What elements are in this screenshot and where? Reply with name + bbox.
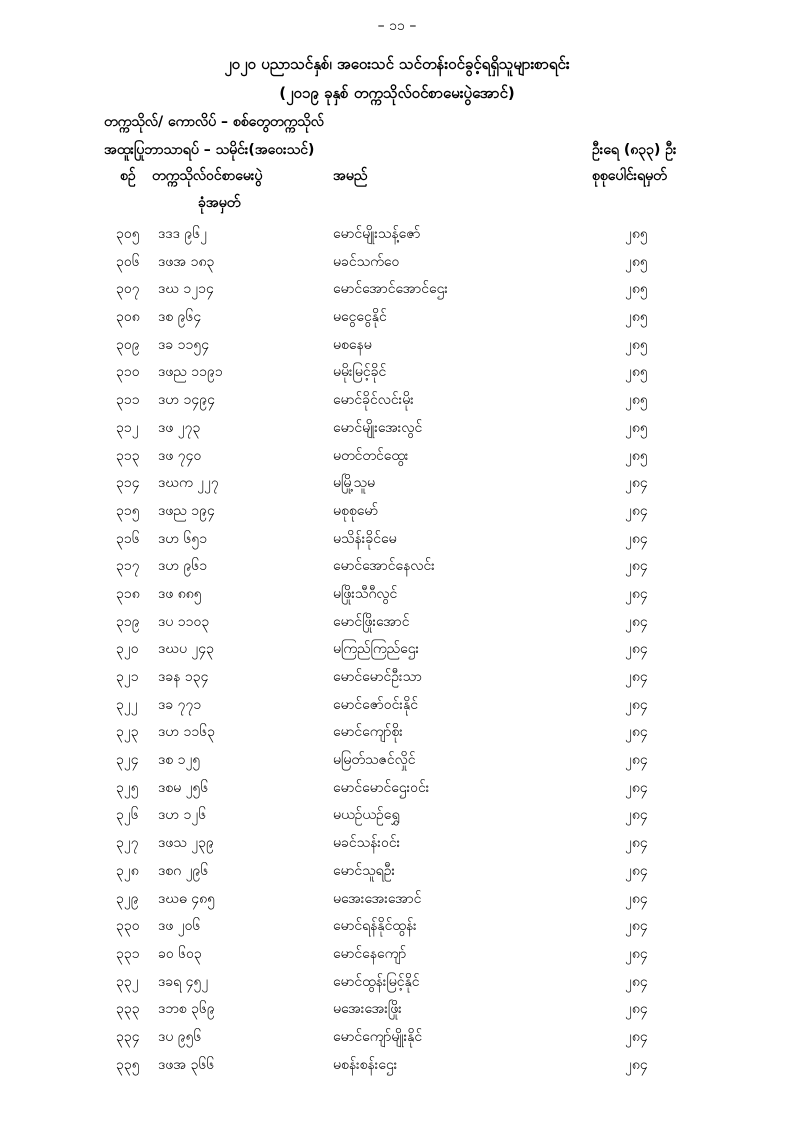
total-marks: ၂၈၄: [625, 973, 648, 990]
student-name: မတင်တင်ထွေး: [333, 447, 409, 464]
total-marks: ၂၈၅: [625, 281, 648, 298]
table-row: [0, 554, 794, 582]
student-name: မခင်သက်ဝေ: [333, 253, 400, 270]
total-marks: ၂၈၄: [625, 807, 648, 824]
table-row: [0, 277, 794, 305]
student-name: မောင်ကျော်မျိုးနိုင်: [333, 1028, 423, 1045]
student-name: မစုစုမော်: [333, 502, 379, 519]
row-number: ၃၁၀: [116, 364, 140, 381]
row-number: ၃၂၂: [116, 696, 138, 713]
table-row: [0, 637, 794, 665]
total-marks: ၂၈၄: [625, 585, 648, 602]
table-row: [0, 693, 794, 721]
student-name: မမြတ်သဇင်လှိုင်: [333, 752, 416, 769]
total-marks: ၂၈၄: [625, 945, 648, 962]
roll-number: ဒဖည ၁၉၄: [158, 502, 215, 519]
student-name: မောင်မောင်ဦးသာ: [333, 669, 422, 685]
student-name: မောင်နေကျော်: [333, 945, 407, 962]
total-marks: ၂၈၄: [625, 1028, 648, 1045]
student-name: မောင်သူရဦး: [333, 862, 396, 879]
table-row: [0, 776, 794, 804]
row-number: ၃၁၉: [116, 613, 140, 630]
total-marks: ၂၈၄: [625, 558, 648, 575]
roll-number: ဒဖ ၈၈၅: [158, 585, 202, 602]
total-marks: ၂၈၅: [625, 364, 648, 381]
roll-number: ဒဘစ ၃၆၉: [158, 1001, 215, 1018]
student-name: မောင်မောင်ဌေးဝင်း: [333, 779, 430, 796]
roll-number: ဒခ ၇၇၁: [158, 696, 202, 713]
table-row: [0, 527, 794, 555]
table-row: [0, 997, 794, 1025]
roll-number: ဒဖည ၁၁၉၁: [158, 364, 223, 381]
total-marks: ၂၈၄: [625, 752, 648, 769]
roll-number: ဒစမ ၂၅၆: [158, 779, 209, 796]
total-marks: ၂၈၄: [625, 1056, 648, 1073]
total-marks: ၂၈၄: [625, 669, 648, 685]
table-row: [0, 582, 794, 610]
roll-number: ဒခန ၁၃၄: [158, 669, 209, 685]
row-number: ၃၀၈: [116, 309, 140, 326]
row-number: ၃၂၀: [116, 641, 139, 658]
roll-number: ဒဖသ ၂၃၉: [158, 835, 214, 852]
student-name: မအေးအေးအောင်: [333, 890, 422, 907]
total-marks: ၂၈၅: [625, 447, 648, 464]
total-marks: ၂၈၄: [625, 696, 648, 713]
student-name: မောင်အောင်အောင်ဌေး: [333, 281, 448, 298]
total-marks: ၂၈၄: [625, 502, 648, 519]
roll-number: ဒခရ ၄၅၂: [158, 973, 209, 990]
column-header-name: အမည်: [333, 168, 368, 184]
column-header-roll: တက္ကသိုလ်ဝင်စာမေးပွဲ: [152, 168, 263, 184]
total-marks: ၂၈၅: [625, 392, 648, 409]
student-name: မယဉ်ယဉ်ရွှေ: [333, 807, 400, 824]
student-name: မစနေမ: [333, 336, 372, 353]
row-number: ၃၁၂: [116, 419, 139, 436]
total-marks: ၂၈၅: [625, 226, 648, 242]
row-number: ၃၃၂: [116, 973, 139, 990]
results-table: [0, 222, 794, 1080]
total-marks: ၂၈၄: [625, 918, 648, 935]
roll-number: ဒဟ ၁၄၉၄: [158, 392, 215, 409]
row-number: ၃၀၅: [116, 226, 140, 242]
student-name: မစန်းစန်းဌေး: [333, 1056, 398, 1073]
roll-number: ခဝ ၆၀၃: [158, 945, 202, 962]
total-marks: ၂၈၅: [625, 309, 648, 326]
row-number: ၃၂၉: [116, 890, 139, 907]
row-number: ၃၃၁: [116, 945, 140, 962]
row-number: ၃၃၄: [116, 1028, 140, 1045]
student-name: မမိုးမြင့်ခိုင်: [333, 364, 387, 381]
university-line: တက္ကသိုလ်/ ကောလိပ် – စစ်တွေတက္ကသိုလ်: [104, 114, 324, 130]
table-row: [0, 305, 794, 333]
table-row: [0, 1025, 794, 1053]
total-marks: ၂၈၄: [625, 779, 648, 796]
table-row: [0, 831, 794, 859]
student-name: မောင်အောင်နေလင်း: [333, 558, 435, 575]
student-name: မအေးအေးဖြိုး: [333, 1001, 402, 1018]
roll-number: ဒဖအ ၁၈၃: [158, 253, 215, 270]
row-number: ၃၂၃: [116, 724, 139, 741]
table-row: [0, 665, 794, 693]
row-number: ၃၃၀: [116, 918, 140, 935]
total-marks: ၂၈၄: [625, 475, 648, 492]
table-row: [0, 499, 794, 527]
student-name: မောင်မျိုးအေးလွင်: [333, 419, 423, 436]
table-row: [0, 250, 794, 278]
roll-number: ဒပ ၁၁၀၃: [158, 613, 210, 630]
table-row: [0, 720, 794, 748]
roll-number: ဒဃက ၂၂၇: [158, 475, 219, 492]
row-number: ၃၁၁: [116, 392, 140, 409]
roll-number: ဒဟ ၁၂၆: [158, 807, 207, 824]
total-marks: ၂၈၅: [625, 419, 648, 436]
total-marks: ၂၈၄: [625, 530, 648, 547]
student-name: မောင်မျိုးသန့်ဇော်: [333, 226, 421, 242]
column-header-no: စဉ်: [120, 168, 136, 184]
column-header-roll-line2: ခုံအမှတ်: [198, 195, 241, 211]
column-header-total: စုစုပေါင်းရမှတ်: [592, 168, 667, 184]
table-row: [0, 748, 794, 776]
student-name: မခင်သန်းဝင်း: [333, 835, 401, 852]
table-row: [0, 471, 794, 499]
student-name: မောင်ထွန်းမြင့်နိုင်: [333, 973, 420, 990]
page-number: – ၁၁ –: [377, 18, 417, 34]
table-row: [0, 360, 794, 388]
roll-number: ဒဟ ၆၅၁: [158, 530, 208, 547]
roll-number: ဒစဂ ၂၉၆: [158, 862, 209, 879]
table-row: [0, 887, 794, 915]
table-row: [0, 222, 794, 250]
row-number: ၃၂၄: [116, 752, 139, 769]
roll-number: ဒဖ ၂၇၃: [158, 419, 201, 436]
roll-number: ဒခ ၁၁၅၄: [158, 336, 210, 353]
roll-number: ဒဒဒ ၉၆၂: [158, 226, 207, 242]
student-name: မကြည်ကြည်ဌေး: [333, 641, 420, 658]
row-number: ၃၀၆: [116, 253, 140, 270]
table-row: [0, 1053, 794, 1081]
total-marks: ၂၈၄: [625, 835, 648, 852]
roll-number: ဒဃဓ ၄၈၅: [158, 890, 216, 907]
student-name: မောင်ဖြိုးအောင်: [333, 613, 410, 630]
row-number: ၃၂၁: [116, 669, 139, 685]
row-number: ၃၁၄: [116, 475, 140, 492]
table-row: [0, 914, 794, 942]
row-number: ၃၃၃: [116, 1001, 140, 1018]
row-number: ၃၁၇: [116, 558, 140, 575]
roll-number: ဒဟ ၉၆၁: [158, 558, 208, 575]
roll-number: ဒဃ ၁၂၁၄: [158, 281, 214, 298]
roll-number: ဒဖ ၇၄၀: [158, 447, 202, 464]
total-marks: ၂၈၄: [625, 641, 648, 658]
row-number: ၃၁၅: [116, 502, 140, 519]
table-row: [0, 444, 794, 472]
total-marks: ၂၈၄: [625, 890, 648, 907]
total-marks: ၂၈၄: [625, 1001, 648, 1018]
total-marks: ၂၈၅: [625, 336, 648, 353]
table-row: [0, 388, 794, 416]
row-number: ၃၂၆: [116, 807, 139, 824]
roll-number: ဒစ ၁၂၅: [158, 752, 201, 769]
student-name: မငွေငွေနိုင်: [333, 309, 387, 326]
table-row: [0, 970, 794, 998]
student-name: မောင်ဇော်ဝင်းနိုင်: [333, 696, 418, 713]
table-row: [0, 942, 794, 970]
subject-line: အထူးပြုဘာသာရပ် – သမိုင်း(အဝေးသင်): [104, 142, 315, 158]
table-row: [0, 803, 794, 831]
roll-number: ဒဟ ၁၁၆၃: [158, 724, 215, 741]
row-number: ၃၂၈: [116, 862, 139, 879]
row-number: ၃၀၇: [116, 281, 140, 298]
total-count-line: ဦးရေ (၈၃၃) ဦး: [592, 142, 677, 158]
table-row: [0, 859, 794, 887]
table-row: [0, 333, 794, 361]
roll-number: ဒပ ၉၅၆: [158, 1028, 202, 1045]
student-name: မောင်ကျော်စိုး: [333, 724, 403, 741]
total-marks: ၂၈၅: [625, 253, 648, 270]
total-marks: ၂၈၄: [625, 724, 648, 741]
roll-number: ဒဖ ၂၀၆: [158, 918, 201, 935]
row-number: ၃၃၅: [116, 1056, 140, 1073]
total-marks: ၂၈၄: [625, 862, 648, 879]
student-name: မသိန်းခိုင်မေ: [333, 530, 397, 547]
row-number: ၃၁၃: [116, 447, 140, 464]
row-number: ၃၂၇: [116, 835, 139, 852]
document-subtitle: (၂၀၁၉ ခုနှစ် တက္ကသိုလ်ဝင်စာမေးပွဲအောင်): [279, 84, 515, 102]
document-title: ၂၀၂၀ ပညာသင်နှစ်၊ အဝေးသင် သင်တန်းဝင်ခွင့်ရရှိသူများစာရင်း: [224, 55, 570, 73]
total-marks: ၂၈၄: [625, 613, 648, 630]
row-number: ၃၁၆: [116, 530, 140, 547]
table-row: [0, 610, 794, 638]
student-name: မောင်ခိုင်လင်းမိုး: [333, 392, 414, 409]
roll-number: ဒစ ၉၆၄: [158, 309, 202, 326]
student-name: မောင်ရန်နိုင်ထွန်း: [333, 918, 417, 935]
row-number: ၃၀၉: [116, 336, 140, 353]
student-name: မမြို့သူမ: [333, 475, 376, 492]
roll-number: ဒဃပ ၂၄၃: [158, 641, 215, 658]
row-number: ၃၂၅: [116, 779, 139, 796]
table-row: [0, 416, 794, 444]
row-number: ၃၁၈: [116, 585, 140, 602]
roll-number: ဒဖအ ၃၆၆: [158, 1056, 215, 1073]
student-name: မဖြိုးသီဂီလွင်: [333, 585, 398, 602]
